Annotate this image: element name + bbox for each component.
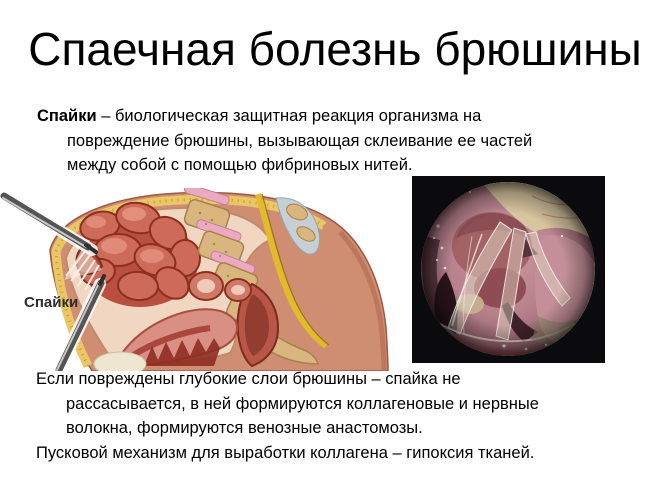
figure-anatomical-illustration <box>0 188 390 371</box>
anatomy-cross-section <box>0 188 390 371</box>
definition-line-3: между собой с помощью фибриновых нитей. <box>67 156 413 174</box>
deep-layers-line-1: Если повреждены глубокие слои брюшины – спайка не <box>36 370 461 388</box>
slide-title: Спаечная болезнь брюшины <box>28 23 642 75</box>
definition-line-1 <box>37 104 532 129</box>
definition-line-2: повреждение брюшины, вызывающая склеивание ее частей <box>67 131 533 150</box>
definition-paragraph <box>37 104 532 178</box>
definition-term: Спайки <box>37 107 97 125</box>
adhesions-label: Спайки <box>24 294 79 311</box>
lens-vignette <box>421 182 595 356</box>
body-paragraphs <box>36 367 539 465</box>
trigger-mechanism-line: Пусковой механизм для выработки коллагена – гипоксия тканей. <box>36 443 535 462</box>
figure-laparoscopic-photo <box>412 176 605 363</box>
definition-line-1-text: – биологическая защитная реакция организма на <box>101 107 482 125</box>
deep-layers-line-2: рассасывается, в ней формируются коллагеновые и нервные <box>66 394 539 413</box>
deep-layers-line-3: волокна, формируются венозные анастомозы. <box>66 419 423 437</box>
endoscope-view <box>412 176 605 363</box>
